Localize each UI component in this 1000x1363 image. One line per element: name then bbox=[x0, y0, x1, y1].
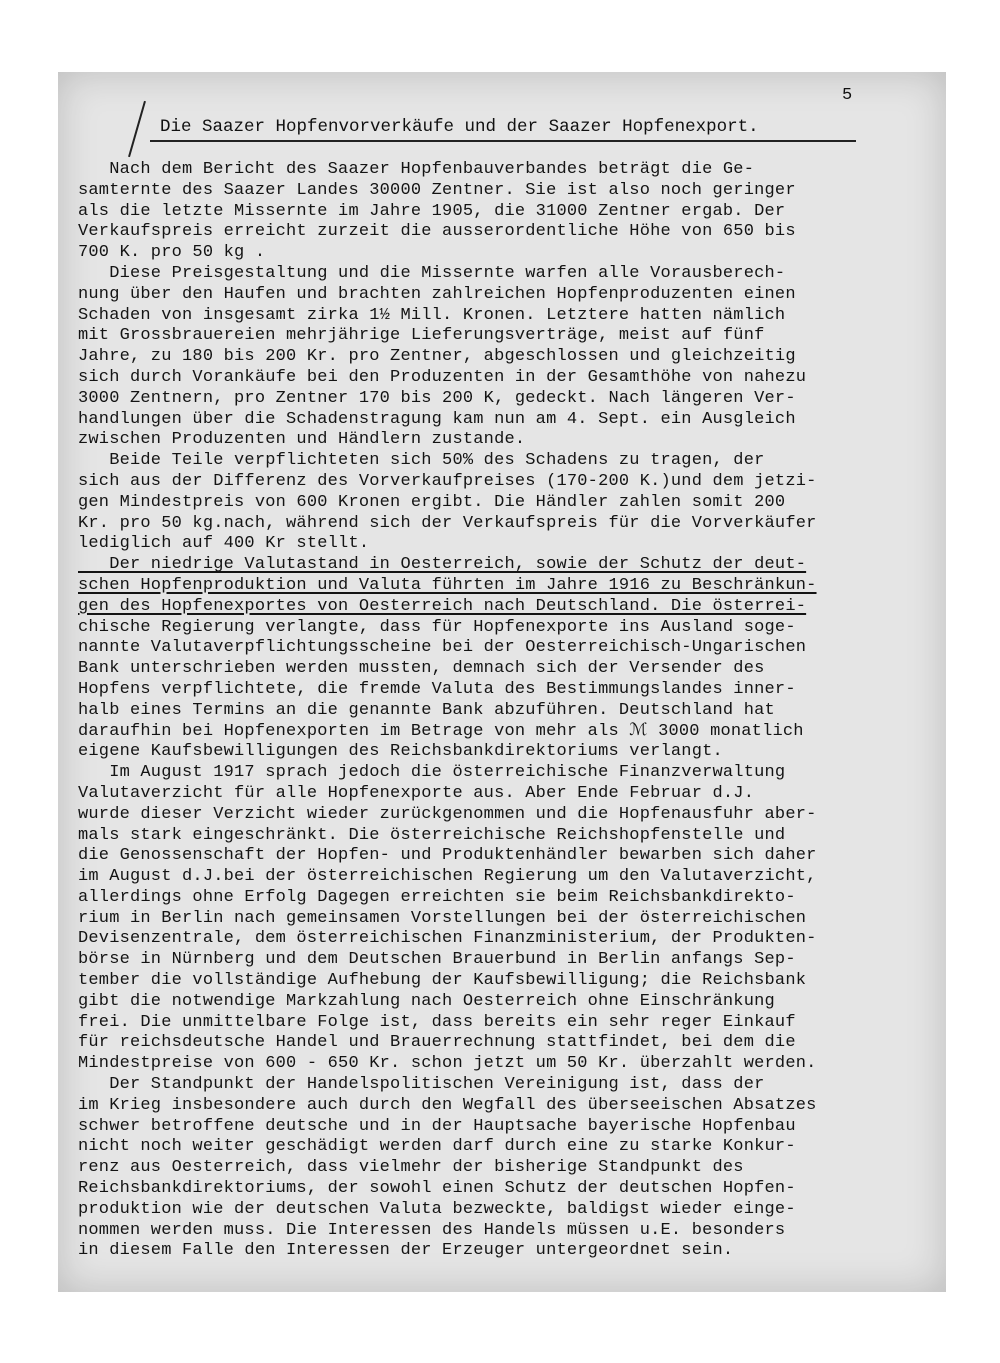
text-line: nannte Valutaverpflichtungsscheine bei der Oesterreichisch-Ungarischen bbox=[78, 638, 807, 658]
text-line: sich aus der Differenz des Vorverkaufpreises (170-200 K.)und dem jetzi- bbox=[78, 471, 817, 491]
text-line: Nach dem Bericht des Saazer Hopfenbauverbandes beträgt die Ge- bbox=[78, 160, 755, 179]
text-line: im Krieg insbesondere auch durch den Wegfall des überseeischen Absatzes bbox=[78, 1095, 817, 1115]
text-line: Beide Teile verpflichteten sich 50% des Schadens zu tragen, der bbox=[78, 451, 765, 471]
text-line: wurde dieser Verzicht wieder zurückgenommen und die Hopfenausfuhr aber- bbox=[78, 804, 817, 824]
text-line-underlined: Der niedrige Valutastand in Oesterreich, sowie der Schutz der deut- bbox=[78, 555, 807, 575]
text-line: chische Regierung verlangte, dass für Hopfenexporte ins Ausland soge- bbox=[78, 617, 796, 637]
text-line: nommen werden muss. Die Interessen des Handels müssen u.E. besonders bbox=[78, 1220, 786, 1240]
text-line-underlined: schen Hopfenproduktion und Valuta führten im Jahre 1916 zu Beschränkun- bbox=[78, 575, 817, 595]
text-line: die Genossenschaft der Hopfen- und Produktenhändler bewarben sich daher bbox=[78, 846, 817, 866]
text-line: Schaden von insgesamt zirka 1½ Mill. Kronen. Letztere hatten nämlich bbox=[78, 305, 786, 325]
text-line: schwer betroffene deutsche und in der Hauptsache bayerische Hopfenbau bbox=[78, 1116, 796, 1136]
text-line: gen Mindestpreis von 600 Kronen ergibt. Die Händler zahlen somit 200 bbox=[78, 492, 786, 512]
text-line: daraufhin bei Hopfenexporten im Betrage von mehr als ℳ 3000 monatlich bbox=[78, 721, 804, 741]
text-line: handlungen über die Schadenstragung kam nun am 4. Sept. ein Ausgleich bbox=[78, 409, 796, 429]
text-line: lediglich auf 400 Kr stellt. bbox=[78, 534, 370, 554]
text-line: sich durch Vorankäufe bei den Produzenten in der Gesamthöhe von nahezu bbox=[78, 367, 807, 387]
page-number: 5 bbox=[842, 86, 853, 105]
text-line: Bank unterschrieben werden mussten, demnach sich der Versender des bbox=[78, 659, 765, 679]
text-line: Jahre, zu 180 bis 200 Kr. pro Zentner, abgeschlossen und gleichzeitig bbox=[78, 347, 796, 367]
text-line: produktion wie der deutschen Valuta bezweckte, baldigst wieder einge- bbox=[78, 1199, 796, 1219]
text-line: für reichsdeutsche Handel und Brauerrechnung stattfindet, bei dem die bbox=[78, 1033, 796, 1053]
text-line: Kr. pro 50 kg.nach, während sich der Verkaufspreis für die Vorverkäufer bbox=[78, 513, 817, 533]
text-line: renz aus Oesterreich, dass vielmehr der bisherige Standpunkt des bbox=[78, 1158, 744, 1178]
text-line: samternte des Saazer Landes 30000 Zentner. Sie ist also noch geringer bbox=[78, 180, 796, 200]
text-line: gibt die notwendige Markzahlung nach Oesterreich ohne Einschränkung bbox=[78, 991, 775, 1011]
text-line: 3000 Zentnern, pro Zentner 170 bis 200 K, gedeckt. Nach längeren Ver- bbox=[78, 388, 796, 408]
text-line: mals stark eingeschränkt. Die österreichische Reichshopfenstelle und bbox=[78, 825, 786, 845]
text-line: halb eines Termins an die genannte Bank abzuführen. Deutschland hat bbox=[78, 700, 775, 720]
text-line: rium in Berlin nach gemeinsamen Vorstellungen bei der österreichischen bbox=[78, 908, 807, 928]
text-line: Reichsbankdirektoriums, der sowohl einen Schutz der deutschen Hopfen- bbox=[78, 1179, 796, 1199]
document-body bbox=[78, 160, 928, 1262]
text-line: allerdings ohne Erfolg Dagegen erreichten sie beim Reichsbankdirekto- bbox=[78, 887, 796, 907]
text-line: börse in Nürnberg und dem Deutschen Brauerbund in Berlin anfangs Sep- bbox=[78, 950, 796, 970]
text-line: Devisenzentrale, dem österreichischen Finanzministerium, der Produkten- bbox=[78, 929, 817, 949]
text-line: in diesem Falle den Interessen der Erzeuger untergeordnet sein. bbox=[78, 1241, 734, 1261]
text-line: Der Standpunkt der Handelspolitischen Vereinigung ist, dass der bbox=[78, 1075, 765, 1095]
text-line: Im August 1917 sprach jedoch die österreichische Finanzverwaltung bbox=[78, 763, 786, 783]
text-line: 700 K. pro 50 kg . bbox=[78, 243, 266, 263]
text-line: nicht noch weiter geschädigt werden darf durch eine zu starke Konkur- bbox=[78, 1137, 796, 1157]
text-line-underlined: gen des Hopfenexportes von Oesterreich nach Deutschland. Die österrei- bbox=[78, 596, 807, 616]
text-line: nung über den Haufen und brachten zahlreichen Hopfenproduzenten einen bbox=[78, 284, 796, 304]
text-line: Hopfens verpflichtete, die fremde Valuta des Bestimmungslandes inner- bbox=[78, 679, 796, 699]
text-line: im August d.J.bei der österreichischen Regierung um den Valutaverzicht, bbox=[78, 867, 817, 887]
text-line: als die letzte Missernte im Jahre 1905, die 31000 Zentner ergab. Der bbox=[78, 201, 786, 221]
title-underline bbox=[150, 140, 856, 142]
text-line: zwischen Produzenten und Händlern zustande. bbox=[78, 430, 526, 450]
page-title: Die Saazer Hopfenvorverkäufe und der Saazer Hopfenexport. bbox=[160, 117, 759, 137]
text-line: Verkaufspreis erreicht zurzeit die ausserordentliche Höhe von 650 bis bbox=[78, 222, 796, 242]
text-line: eigene Kaufsbewilligungen des Reichsbankdirektoriums verlangt. bbox=[78, 742, 723, 762]
text-line: Valutaverzicht für alle Hopfenexporte aus. Aber Ende Februar d.J. bbox=[78, 783, 755, 803]
text-line: mit Grossbrauereien mehrjährige Lieferungsverträge, meist auf fünf bbox=[78, 326, 765, 346]
text-line: frei. Die unmittelbare Folge ist, dass bereits ein sehr reger Einkauf bbox=[78, 1012, 796, 1032]
text-line: Mindestpreise von 600 - 650 Kr. schon jetzt um 50 Kr. überzahlt werden. bbox=[78, 1054, 817, 1074]
text-line: tember die vollständige Aufhebung der Kaufsbewilligung; die Reichsbank bbox=[78, 971, 807, 991]
text-line: Diese Preisgestaltung und die Missernte warfen alle Vorausberech- bbox=[78, 263, 786, 283]
